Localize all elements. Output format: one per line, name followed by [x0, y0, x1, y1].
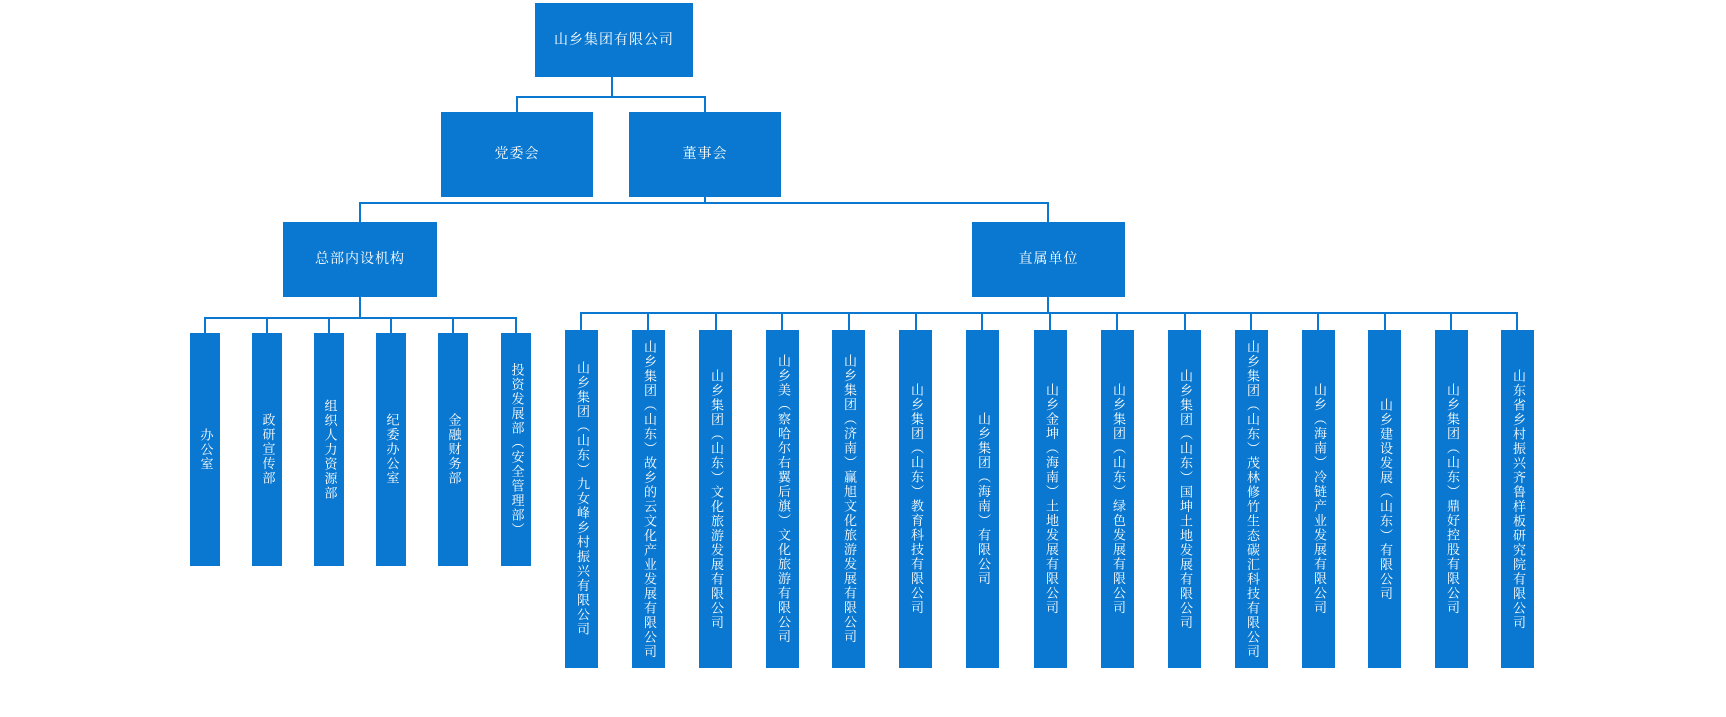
direct-unit-5: 山乡集团（济南）赢旭文化旅游发展有限公司 [832, 330, 865, 668]
direct-unit-12: 山乡（海南）冷链产业发展有限公司 [1302, 330, 1335, 668]
org-node-party-committee: 党委会 [441, 112, 593, 197]
org-node-root: 山乡集团有限公司 [535, 3, 693, 77]
connector-root-to-level2 [517, 77, 705, 112]
direct-unit-8: 山乡金坤（海南）土地发展有限公司 [1034, 330, 1067, 668]
direct-unit-9: 山乡集团（山东）绿色发展有限公司 [1101, 330, 1134, 668]
connector-direct-to-units [581, 297, 1517, 330]
direct-unit-4: 山乡美（察哈尔右翼后旗）文化旅游有限公司 [766, 330, 799, 668]
direct-unit-7: 山乡集团（海南）有限公司 [966, 330, 999, 668]
direct-unit-3: 山乡集团（山东）文化旅游发展有限公司 [699, 330, 732, 668]
hq-department-policy-publicity: 政研宣传部 [252, 333, 282, 566]
connector-hq-to-departments [205, 297, 516, 333]
direct-unit-14: 山乡集团（山东）鼎好控股有限公司 [1435, 330, 1468, 668]
direct-unit-1: 山乡集团（山东）九女峰乡村振兴有限公司 [565, 330, 598, 668]
hq-department-finance: 金融财务部 [438, 333, 468, 566]
hq-department-investment-development: 投资发展部（安全管理部） [501, 333, 531, 566]
hq-department-org-hr: 组织人力资源部 [314, 333, 344, 566]
direct-unit-11: 山乡集团（山东）茂林修竹生态碳汇科技有限公司 [1235, 330, 1268, 668]
connector-board-to-level3 [360, 197, 1048, 222]
hq-department-discipline-office: 纪委办公室 [376, 333, 406, 566]
direct-unit-2: 山乡集团（山东）故乡的云文化产业发展有限公司 [632, 330, 665, 668]
org-node-board-of-directors: 董事会 [629, 112, 781, 197]
org-node-hq-internal-orgs: 总部内设机构 [283, 222, 437, 297]
org-node-direct-units: 直属单位 [972, 222, 1125, 297]
direct-unit-10: 山乡集团（山东）国坤土地发展有限公司 [1168, 330, 1201, 668]
hq-department-office: 办公室 [190, 333, 220, 566]
direct-unit-15: 山东省乡村振兴齐鲁样板研究院有限公司 [1501, 330, 1534, 668]
direct-unit-13: 山乡建设发展（山东）有限公司 [1368, 330, 1401, 668]
direct-unit-6: 山乡集团（山东）教育科技有限公司 [899, 330, 932, 668]
